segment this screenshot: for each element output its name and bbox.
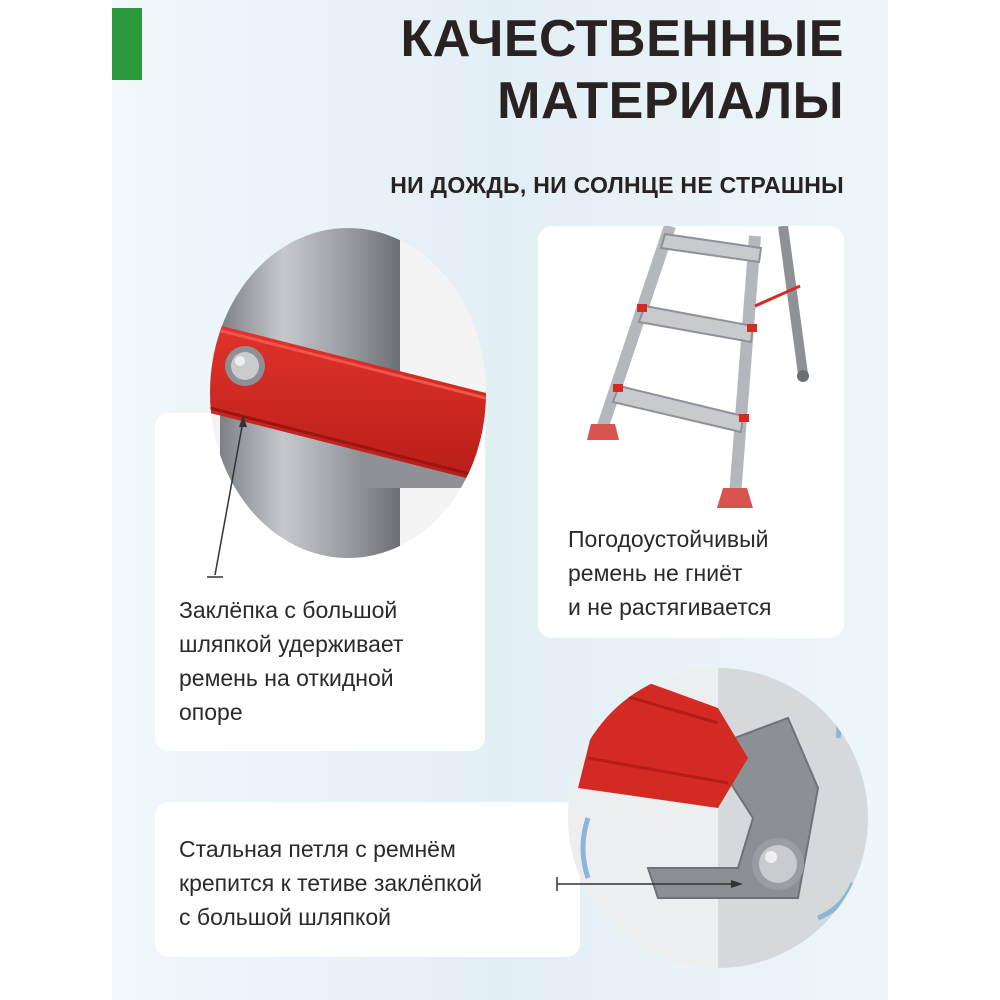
loop-card (155, 802, 580, 957)
title-line-1: КАЧЕСТВЕННЫЕ (400, 10, 844, 68)
rivet-caption (179, 593, 403, 729)
loop-closeup-illustration (568, 668, 868, 968)
stepladder-image (575, 226, 835, 516)
page-title (400, 8, 844, 132)
rivet-caption-line: шляпкой удерживает (179, 631, 404, 657)
rivet-pointer-line (195, 415, 255, 585)
rivet-caption-line: Заклёпка с большой (179, 597, 398, 623)
title-line-2: МАТЕРИАЛЫ (497, 72, 844, 130)
loop-pointer-line (555, 874, 745, 894)
strap-caption-line: ремень не гниёт (568, 560, 743, 586)
loop-caption (179, 832, 482, 934)
rivet-caption-line: опоре (179, 699, 243, 725)
accent-bar (112, 8, 142, 80)
loop-caption-line: Стальная петля с ремнём (179, 836, 456, 862)
loop-closeup-image (568, 668, 868, 968)
loop-caption-line: крепится к тетиве заклёпкой (179, 870, 483, 896)
page-subtitle: НИ ДОЖДЬ, НИ СОЛНЦЕ НЕ СТРАШНЫ (390, 172, 844, 198)
loop-caption-line: с большой шляпкой (179, 904, 391, 930)
strap-caption-line: и не растягивается (568, 594, 772, 620)
strap-caption (568, 522, 771, 624)
strap-caption-line: Погодоустойчивый (568, 526, 769, 552)
rivet-caption-line: ремень на откидной (179, 665, 394, 691)
